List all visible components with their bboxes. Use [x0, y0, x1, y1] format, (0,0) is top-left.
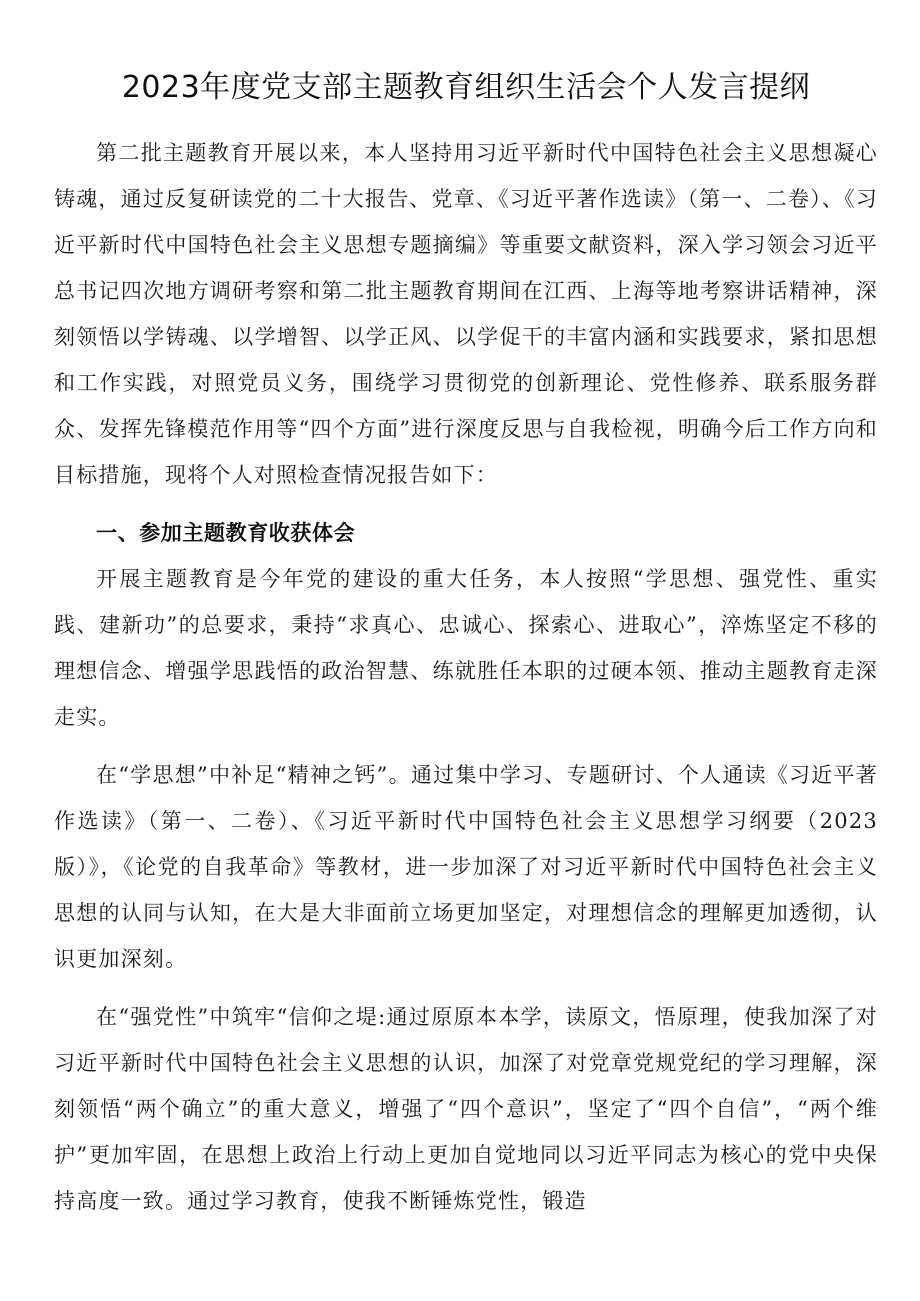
section1-paragraph-2: 在“学思想”中补足“精神之钙”。通过集中学习、专题研讨、个人通读《习近平著作选读》（第一、二卷）、《习近平新时代中国特色社会主义思想学习纲要（2023版）》，《论党的自我革命》等教材，进一步加深了对习近平新时代中国特色社会主义思想的认同与认知，在大是大非面前立场更加坚定，对理想信念的理解更加透彻，认识更加深刻。 — [54, 763, 878, 971]
section-heading-1: 一、参加主题教育收获体会 — [96, 521, 356, 545]
intro-paragraph: 第二批主题教育开展以来，本人坚持用习近平新时代中国特色社会主义思想凝心铸魂，通过反复研读党的二十大报告、党章、《习近平著作选读》（第一、二卷）、《习近平新时代中国特色社会主义思想专题摘编》等重要文献资料，深入学习领会习近平总书记四次地方调研考察和第二批主题教育期间在江西、上海等地考察讲话精神，深刻领悟以学铸魂、以学增智、以学正风、以学促干的丰富内涵和实践要求，紧扣思想和工作实践，对照党员义务，围绕学习贯彻党的创新理论、党性修养、联系服务群众、发挥先锋模范作用等“四个方面”进行深度反思与自我检视，明确今后工作方向和目标措施，现将个人对照检查情况报告如下： — [54, 141, 878, 487]
section1-paragraph-1: 开展主题教育是今年党的建设的重大任务，本人按照“学思想、强党性、重实践、建新功”的总要求，秉持“求真心、忠诚心、探索心、进取心”，淬炼坚定不移的理想信念、增强学思践悟的政治智慧、练就胜任本职的过硬本领、推动主题教育走深走实。 — [54, 567, 878, 729]
document-title: 2023年度党支部主题教育组织生活会个人发言提纲 — [121, 70, 811, 105]
section1-paragraph-3: 在“强党性”中筑牢“信仰之堤:通过原原本本学，读原文，悟原理，使我加深了对习近平新时代中国特色社会主义思想的认识，加深了对党章党规党纪的学习理解，深刻领悟“两个确立”的重大意义，增强了“四个意识”，坚定了“四个自信”，“两个维护”更加牢固，在思想上政治上行动上更加自觉地同以习近平同志为核心的党中央保持高度一致。通过学习教育，使我不断锤炼党性，锻造 — [54, 1005, 878, 1213]
